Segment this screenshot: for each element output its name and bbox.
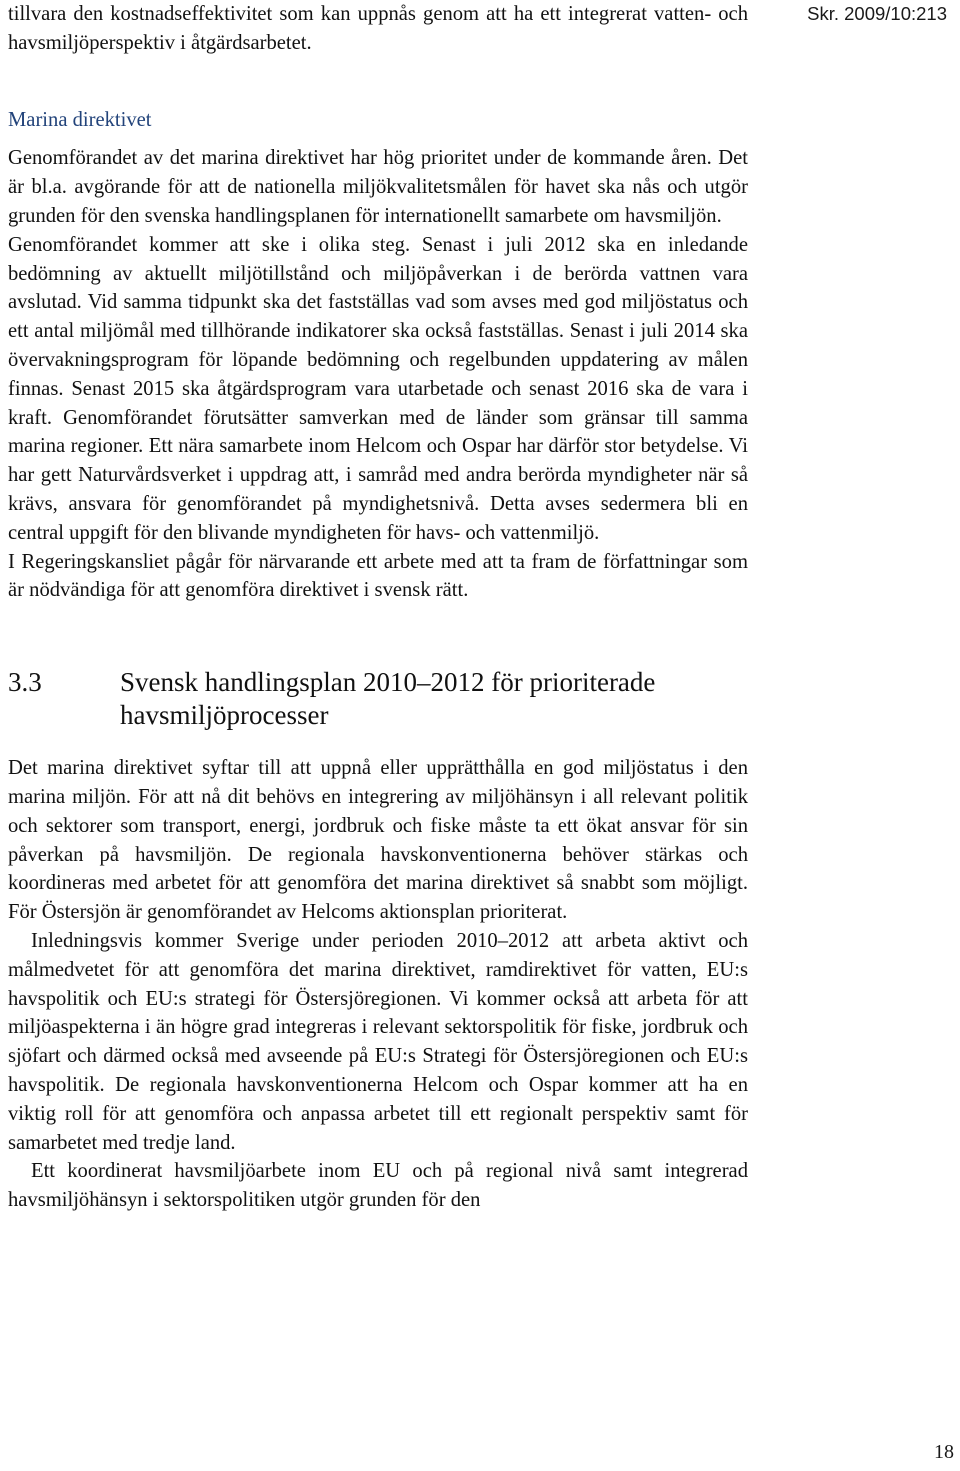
section-paragraph-2: Inledningsvis kommer Sverige under perioden 2010–2012 att arbeta aktivt och målmedvetet för att genomföra det marina direktivet, ramdirektivet för vatten, EU:s havspolitik och EU:s strategi för Östersjöregionen. Vi kommer också att arbeta för att miljöaspekterna i än högre grad integreras i relevant sektorspolitik för fiske, jordbruk och sjöfart och därmed också med avseende på EU:s Strategi för Östersjöregionen och EU:s havspolitik. De regionala havskonventionerna Helcom och Ospar kommer att ha en viktig roll för att genomföra och anpassa arbetet till ett regionalt perspektiv samt för samarbetet med tredje land. <box>8 929 748 1154</box>
page-number: 18 <box>934 1441 954 1463</box>
section-paragraph-3: Ett koordinerat havsmiljöarbete inom EU och på regional nivå samt integrerad havsmiljöhänsyn i sektorspolitiken utgör grunden för den <box>8 1160 748 1212</box>
intro-paragraph: tillvara den kostnadseffektivitet som kan uppnås genom att ha ett integrerat vatten- och havsmiljöperspektiv i åtgärdsarbetet. <box>8 3 748 54</box>
page-body <box>8 0 748 1215</box>
subsection-heading: Marina direktivet <box>8 108 152 131</box>
subsection-paragraph-2: Genomförandet kommer att ske i olika steg. Senast i juli 2012 ska en inledande bedömning av aktuellt miljötillstånd och miljöpåverkan i de berörda vattnen vara avslutad. Vid samma tidpunkt ska det fastställas vad som avses med god miljöstatus och ett antal miljömål med tillhörande indikatorer ska också fastställas. Senast i juli 2014 ska övervakningsprogram för löpande bedömning och regelbunden uppdatering av målen finnas. Senast 2015 ska åtgärdsprogram vara utarbetade och senast 2016 ska de vara i kraft. Genomförandet förutsätter samverkan med de länder som gränsar till samma marina regioner. Ett nära samarbete inom Helcom och Ospar har därför stor betydelse. Vi har gett Naturvårdsverket i uppdrag att, i samråd med andra berörda myndigheter när så krävs, ansvara för genomförandet på myndighetsnivå. Detta avses sedermera bli en central uppgift för den blivande myndigheten för havs- och vattenmiljö. <box>8 233 748 544</box>
section-paragraph-1: Det marina direktivet syftar till att uppnå eller upprätthålla en god miljöstatus i den marina miljön. För att nå dit behövs en integrering av miljöhänsyn i all relevant politik och sektorer som transport, energi, jordbruk och fiske måste ta ett ökat ansvar för sin påverkan på havsmiljön. De regionala havskonventionerna behöver stärkas och koordineras med arbetet för att genomföra det marina direktivet så snabbt som möjligt. För Östersjön är genomförandet av Helcoms aktionsplan prioriterat. <box>8 757 748 924</box>
subsection-paragraph-3: I Regeringskansliet pågår för närvarande ett arbete med att ta fram de författningar som är nödvändiga för att genomföra direktivet i svensk rätt. <box>8 550 748 602</box>
document-reference: Skr. 2009/10:213 <box>807 3 947 24</box>
section-title: Svensk handlingsplan 2010–2012 för prioriterade havsmiljöprocesser <box>120 667 656 731</box>
section-heading <box>8 666 748 732</box>
subsection-paragraph-1: Genomförandet av det marina direktivet har hög prioritet under de kommande åren. Det är bl.a. avgörande för att de nationella miljökvalitetsmålen för havet ska nås och utgör grunden för den svenska handlingsplanen för internationellt samarbete om havsmiljön. <box>8 147 748 227</box>
section-number: 3.3 <box>8 667 42 698</box>
